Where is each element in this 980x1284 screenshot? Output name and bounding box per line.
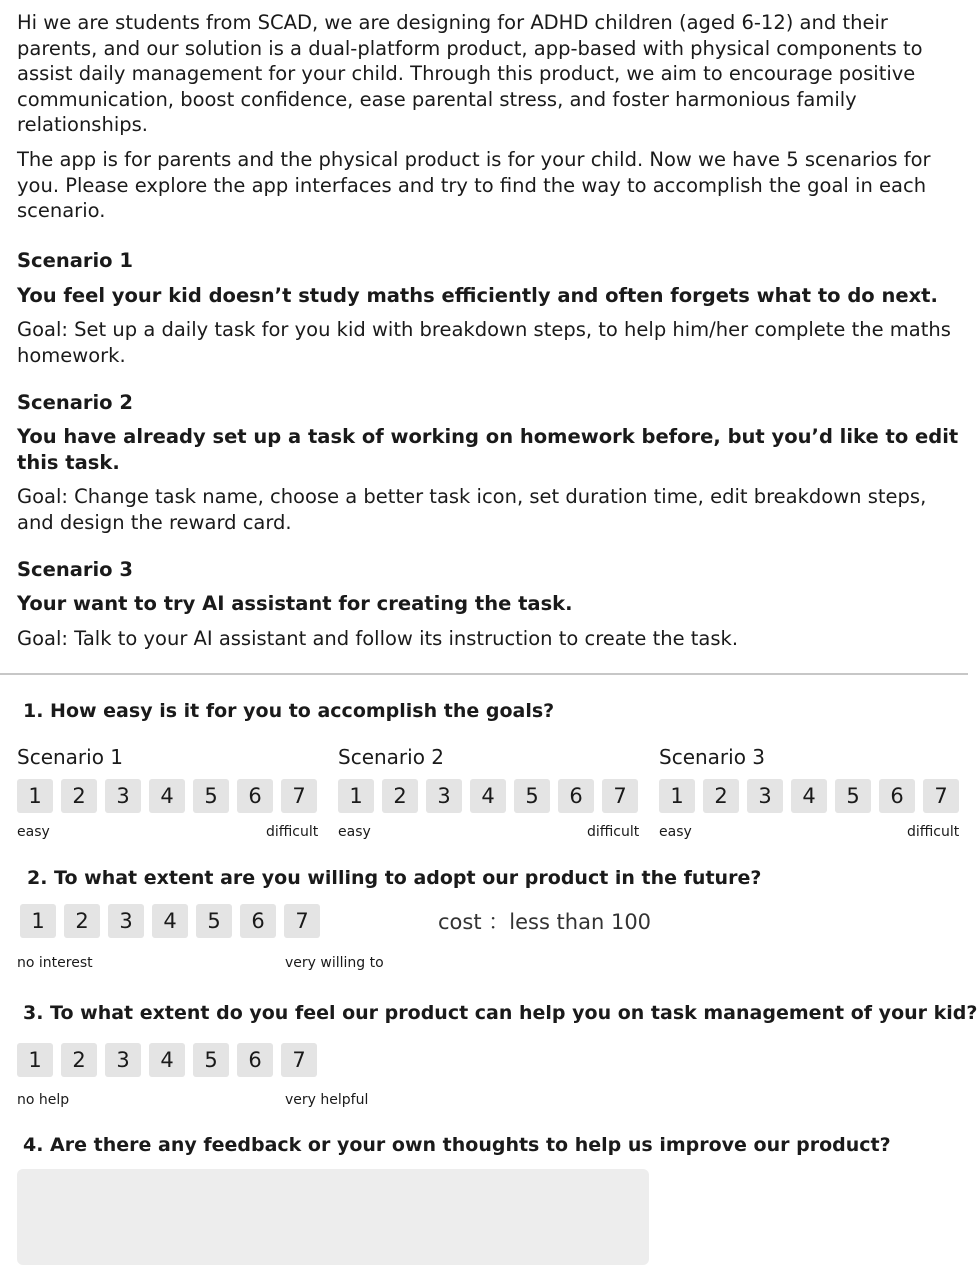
section-divider bbox=[0, 673, 968, 675]
rating-option[interactable]: 3 bbox=[105, 779, 141, 813]
q1-s1-high-label: difficult bbox=[266, 824, 319, 840]
rating-option[interactable]: 5 bbox=[193, 779, 229, 813]
rating-option[interactable]: 3 bbox=[108, 904, 144, 938]
rating-option[interactable]: 7 bbox=[281, 779, 317, 813]
rating-option[interactable]: 4 bbox=[791, 779, 827, 813]
q3-high-label: very helpful bbox=[285, 1092, 369, 1108]
q1-s3-high-label: difficult bbox=[907, 824, 960, 840]
rating-option[interactable]: 6 bbox=[558, 779, 594, 813]
rating-option[interactable]: 6 bbox=[240, 904, 276, 938]
rating-option[interactable]: 6 bbox=[879, 779, 915, 813]
rating-option[interactable]: 1 bbox=[17, 1043, 53, 1077]
rating-option[interactable]: 2 bbox=[382, 779, 418, 813]
q1-scenario-3-title: Scenario 3 bbox=[659, 745, 766, 769]
intro-paragraph-1: Hi we are students from SCAD, we are designing for ADHD children (aged 6-12) and their parents, and our solution is a dual-platform product, app-based with physical components to assist daily management for your child. Through this product, we aim to encourage positive communication, boost confidence, ease parental stress, and foster harmonious family relationships. bbox=[17, 11, 923, 136]
q1-scenario-3-rating bbox=[659, 779, 959, 813]
q1-scenario-2-rating bbox=[338, 779, 638, 813]
rating-option[interactable]: 1 bbox=[20, 904, 56, 938]
rating-option[interactable]: 3 bbox=[105, 1043, 141, 1077]
feedback-textarea[interactable] bbox=[17, 1169, 649, 1265]
rating-option[interactable]: 2 bbox=[703, 779, 739, 813]
q1-scenario-2-title: Scenario 2 bbox=[338, 745, 445, 769]
rating-option[interactable]: 4 bbox=[149, 779, 185, 813]
rating-option[interactable]: 5 bbox=[193, 1043, 229, 1077]
rating-option[interactable]: 3 bbox=[747, 779, 783, 813]
rating-option[interactable]: 4 bbox=[470, 779, 506, 813]
rating-option[interactable]: 2 bbox=[61, 779, 97, 813]
q3-rating bbox=[17, 1043, 317, 1077]
rating-option[interactable]: 2 bbox=[61, 1043, 97, 1077]
scenario-1-situation: You feel your kid doesn’t study maths efficiently and often forgets what to do next. bbox=[17, 284, 938, 307]
rating-option[interactable]: 5 bbox=[514, 779, 550, 813]
q1-s1-low-label: easy bbox=[17, 824, 50, 840]
q2-low-label: no interest bbox=[17, 955, 93, 971]
scenario-1-title: Scenario 1 bbox=[17, 249, 133, 272]
cost-note: cost ：less than 100 bbox=[438, 910, 652, 934]
q3-low-label: no help bbox=[17, 1092, 70, 1108]
scenario-2-goal: Goal: Change task name, choose a better task icon, set duration time, edit breakdown steps, and design the reward card. bbox=[17, 485, 927, 534]
question-2: 2. To what extent are you willing to adopt our product in the future? bbox=[27, 867, 762, 889]
q1-s2-low-label: easy bbox=[338, 824, 371, 840]
rating-option[interactable]: 2 bbox=[64, 904, 100, 938]
rating-option[interactable]: 1 bbox=[17, 779, 53, 813]
scenario-2-situation: You have already set up a task of working on homework before, but you’d like to edit this task. bbox=[17, 425, 959, 474]
question-3: 3. To what extent do you feel our product can help you on task management of your kid? bbox=[23, 1002, 978, 1024]
rating-option[interactable]: 7 bbox=[281, 1043, 317, 1077]
rating-option[interactable]: 6 bbox=[237, 779, 273, 813]
q2-high-label: very willing to bbox=[285, 955, 384, 971]
q1-s3-low-label: easy bbox=[659, 824, 692, 840]
q2-rating bbox=[20, 904, 320, 938]
scenario-1-goal: Goal: Set up a daily task for you kid with breakdown steps, to help him/her complete the maths homework. bbox=[17, 318, 951, 367]
scenario-3-goal: Goal: Talk to your AI assistant and follow its instruction to create the task. bbox=[17, 627, 739, 650]
rating-option[interactable]: 5 bbox=[835, 779, 871, 813]
rating-option[interactable]: 1 bbox=[659, 779, 695, 813]
rating-option[interactable]: 7 bbox=[602, 779, 638, 813]
rating-option[interactable]: 7 bbox=[284, 904, 320, 938]
intro-paragraph-2: The app is for parents and the physical product is for your child. Now we have 5 scenarios for you. Please explore the app interfaces and try to find the way to accomplish the goal in each scenario. bbox=[17, 148, 931, 222]
q1-s2-high-label: difficult bbox=[587, 824, 640, 840]
rating-option[interactable]: 6 bbox=[237, 1043, 273, 1077]
rating-option[interactable]: 1 bbox=[338, 779, 374, 813]
question-1: 1. How easy is it for you to accomplish the goals? bbox=[23, 700, 555, 722]
rating-option[interactable]: 3 bbox=[426, 779, 462, 813]
rating-option[interactable]: 4 bbox=[152, 904, 188, 938]
rating-option[interactable]: 4 bbox=[149, 1043, 185, 1077]
rating-option[interactable]: 5 bbox=[196, 904, 232, 938]
scenario-3-title: Scenario 3 bbox=[17, 558, 133, 581]
scenario-3-situation: Your want to try AI assistant for creating the task. bbox=[17, 592, 573, 615]
question-4: 4. Are there any feedback or your own thoughts to help us improve our product? bbox=[23, 1134, 891, 1156]
scenario-2-title: Scenario 2 bbox=[17, 391, 133, 414]
q1-scenario-1-title: Scenario 1 bbox=[17, 745, 124, 769]
q1-scenario-1-rating bbox=[17, 779, 317, 813]
rating-option[interactable]: 7 bbox=[923, 779, 959, 813]
